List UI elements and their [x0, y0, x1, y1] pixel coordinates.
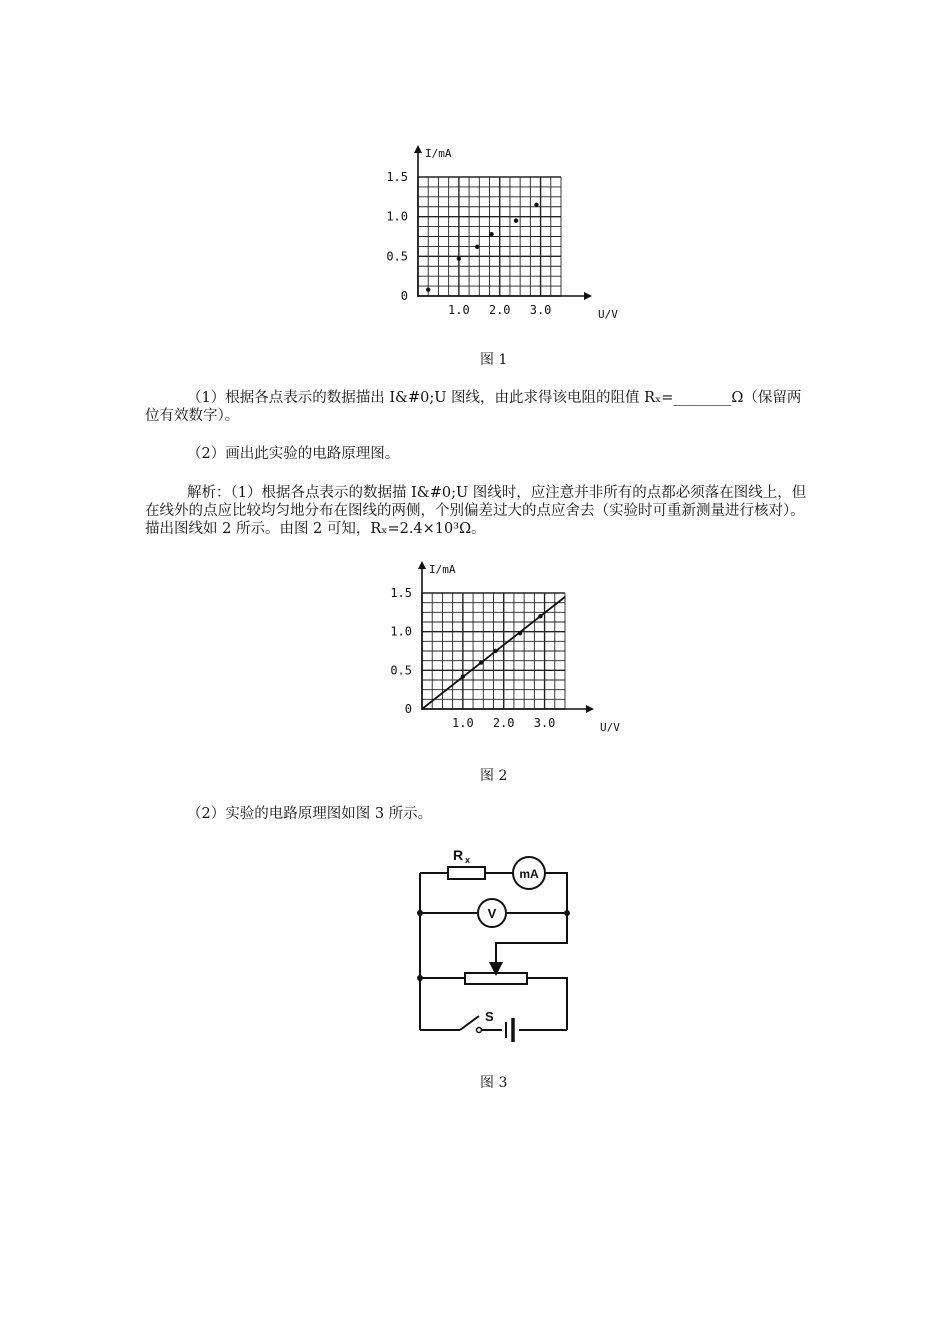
x-axis-label: U/V — [598, 308, 618, 321]
data-point — [479, 660, 483, 664]
answer-part-1: 解析：（1）根据各点表示的数据描 I&#0;U 图线时，应注意并非所有的点都必须落在图线上，但在线外的点应比较均匀地分布在图线的两侧，个别偏差过大的点应舍去（实验时可重新测量进行核对）。描出图线如 2 所示。由图 2 可知，Rₓ=2.4×10³Ω。 — [145, 485, 807, 537]
x-axis-arrow — [586, 705, 594, 713]
x-tick-label: 3.0 — [533, 716, 556, 730]
figure-2-caption: 图 2 — [480, 768, 508, 784]
figure-1-chart — [370, 135, 618, 330]
resistor-rx — [448, 867, 485, 879]
x-tick-label: 1.0 — [448, 303, 470, 317]
data-point — [518, 631, 522, 635]
data-point — [538, 614, 542, 618]
ammeter-label: mA — [519, 867, 539, 881]
y-axis-arrow — [414, 145, 422, 153]
y-tick-label: 1.5 — [390, 586, 412, 600]
x-tick-label: 3.0 — [529, 303, 552, 317]
data-point — [457, 257, 461, 261]
y-tick-label: 0.5 — [386, 249, 408, 264]
figure-1-caption: 图 1 — [480, 352, 508, 368]
resistor-label: R — [453, 847, 464, 863]
answer-part-2: （2）实验的电路原理图如图 3 所示。 — [187, 806, 433, 822]
node — [564, 910, 570, 916]
data-point — [489, 232, 493, 236]
figure-2-chart — [370, 553, 620, 738]
x-tick-label: 1.0 — [452, 716, 474, 730]
figure-3-circuit-diagram — [405, 840, 585, 1040]
y-tick-label: 1.5 — [386, 170, 408, 184]
data-point — [475, 245, 479, 249]
question-part-2: （2）画出此实验的电路原理图。 — [187, 446, 400, 462]
y-tick-label: 1.0 — [386, 209, 408, 224]
question-part-1: （1）根据各点表示的数据描出 I&#0;U 图线，由此求得该电阻的阻值 Rₓ=________Ω（保留两位有效数字）。 — [145, 390, 802, 424]
resistor-label-subscript: x — [465, 855, 471, 865]
y-tick-label: 0.5 — [390, 663, 412, 678]
x-tick-label: 2.0 — [492, 716, 515, 730]
y-tick-label: 0 — [400, 289, 408, 303]
x-tick-label: 2.0 — [488, 303, 511, 317]
node — [417, 975, 423, 981]
switch-contact — [477, 1028, 482, 1033]
data-point — [493, 649, 497, 653]
y-axis-arrow — [418, 561, 426, 569]
data-point — [461, 674, 465, 678]
x-axis-label: U/V — [600, 721, 620, 734]
switch-label: S — [485, 1009, 494, 1024]
data-point — [534, 203, 538, 207]
x-axis-arrow — [584, 292, 592, 300]
figure-3-caption: 图 3 — [480, 1075, 508, 1091]
node — [417, 910, 423, 916]
data-point — [514, 218, 518, 222]
data-point — [426, 287, 430, 291]
voltmeter-label: V — [487, 906, 497, 921]
y-axis-label: I/mA — [425, 147, 452, 160]
y-axis-label: I/mA — [429, 563, 456, 576]
y-tick-label: 0 — [404, 702, 412, 716]
y-tick-label: 1.0 — [390, 624, 412, 639]
